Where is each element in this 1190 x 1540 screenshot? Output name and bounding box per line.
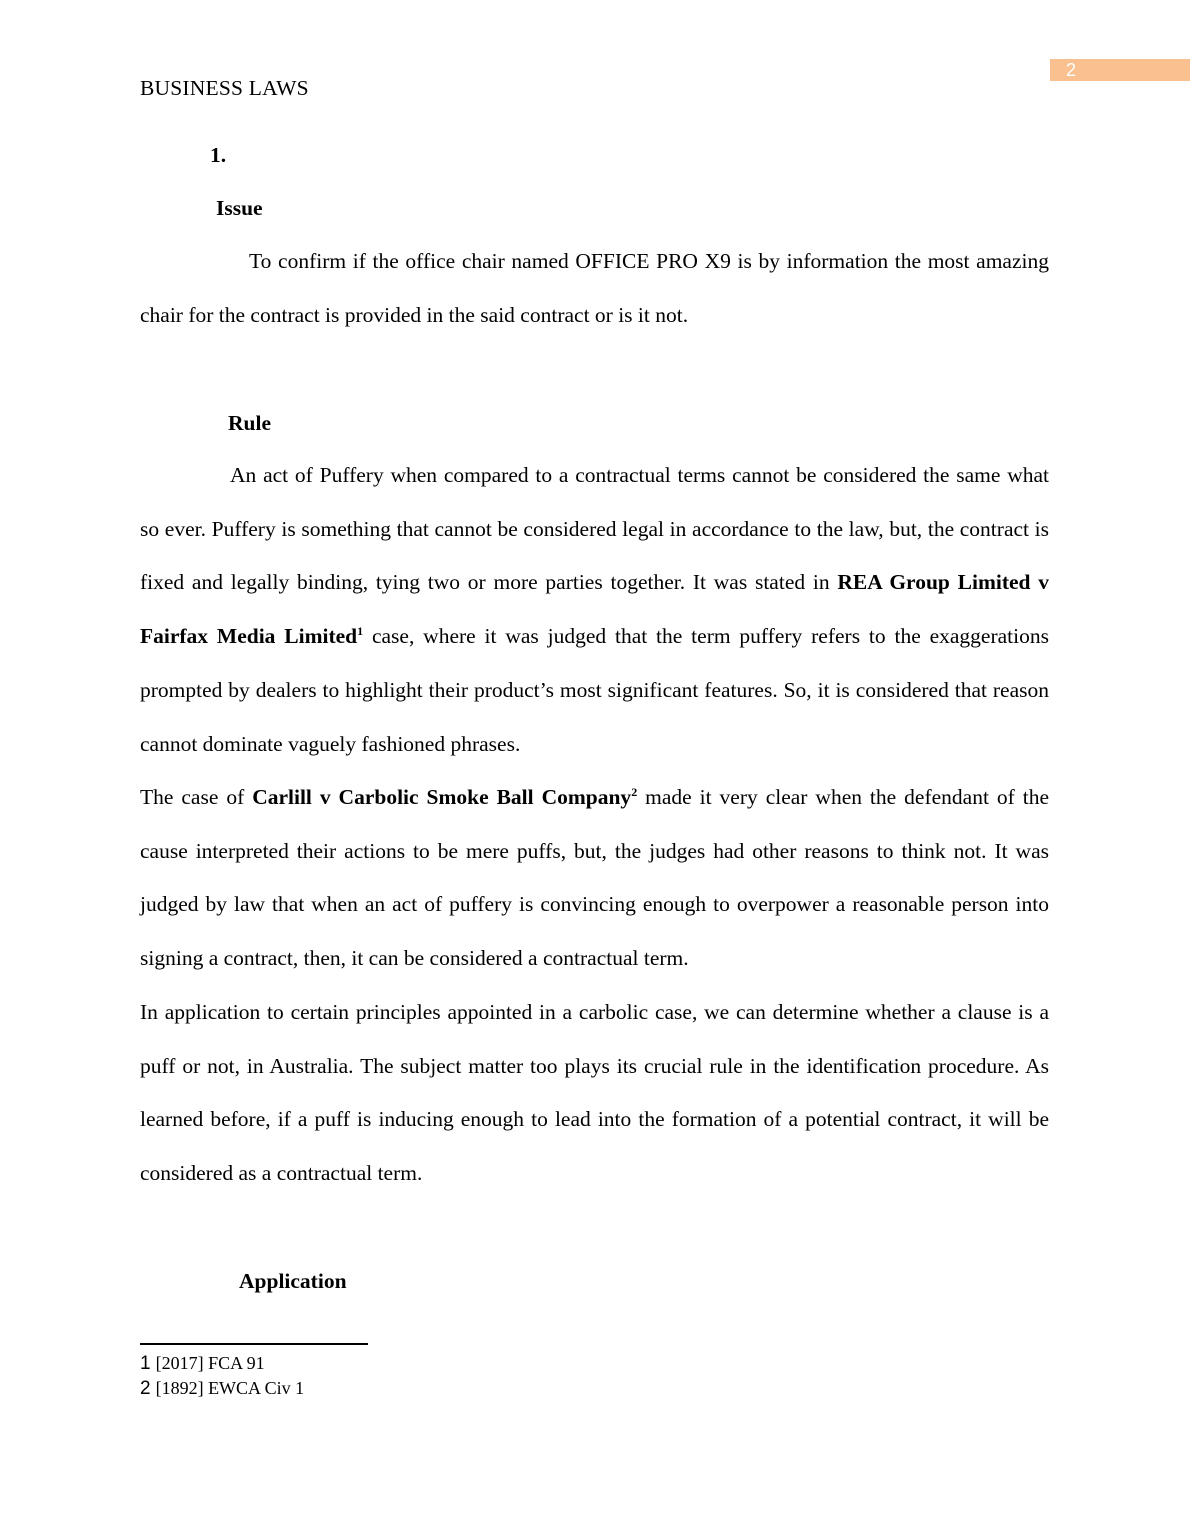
footnote-ref-2: 2 (631, 785, 638, 799)
rule-p2-text-b: made it very clear when the defendant of the cause interpreted their actions to be mere puffs, but, the judges had other reasons to think not. It was judged by law that when an act of puffery is convincing enough to overpower a reasonable person into signing a contract, then, it can be considered a contractual term. (140, 785, 1049, 971)
page-number-badge (1050, 59, 1190, 81)
footnote-ref-1: 1 (357, 624, 364, 639)
page-number: 2 (1066, 60, 1077, 80)
rule-p1-text-b: case, where it was judged that the term puffery refers to the exaggerations prompted by dealers to highlight their product’s most significant features. So, it is considered that reason cannot dominate vaguely fashioned phrases. (140, 624, 1049, 756)
footnote-1 (140, 1351, 265, 1376)
footnote-2-text: [1892] EWCA Civ 1 (155, 1378, 305, 1398)
footnote-1-text: [2017] FCA 91 (155, 1353, 265, 1373)
case-name-rea-group: REA Group Limited v Fairfax Media Limited (140, 570, 1049, 649)
footnote-2 (140, 1376, 304, 1401)
case-name-carlill: Carlill v Carbolic Smoke Ball Company (252, 785, 632, 809)
footnote-2-number: 2 (140, 1378, 151, 1399)
rule-p3-text: In application to certain principles appointed in a carbolic case, we can determine whether a clause is a puff or not, in Australia. The subject matter too plays its crucial rule in the identification procedure. As learned before, if a puff is inducing enough to lead into the formation of a potential contract, it will be considered as a contractual term. (140, 1000, 1049, 1186)
footnote-1-number: 1 (140, 1353, 151, 1374)
section-number: 1. (210, 143, 227, 167)
issue-text: To confirm if the office chair named OFFICE PRO X9 is by information the most amazing chair for the contract is provided in the said contract or is it not. (140, 249, 1049, 327)
running-header-title: BUSINESS LAWS (140, 76, 309, 100)
application-heading: Application (239, 1269, 347, 1293)
rule-p1-text-a: An act of Puffery when compared to a contractual terms cannot be considered the same what so ever. Puffery is something that cannot be considered legal in accordance to the law, but, the contract is fixed and legally binding, tying two or more parties together. It was stated in (140, 463, 1049, 595)
rule-paragraph-1 (140, 449, 1049, 771)
rule-heading: Rule (228, 411, 271, 435)
rule-paragraph-3 (140, 986, 1049, 1201)
issue-heading: Issue (216, 196, 263, 220)
rule-paragraph-2 (140, 771, 1049, 986)
rule-p2-text-a: The case of (140, 785, 253, 809)
issue-paragraph (140, 235, 1049, 342)
footnote-separator (140, 1343, 368, 1345)
